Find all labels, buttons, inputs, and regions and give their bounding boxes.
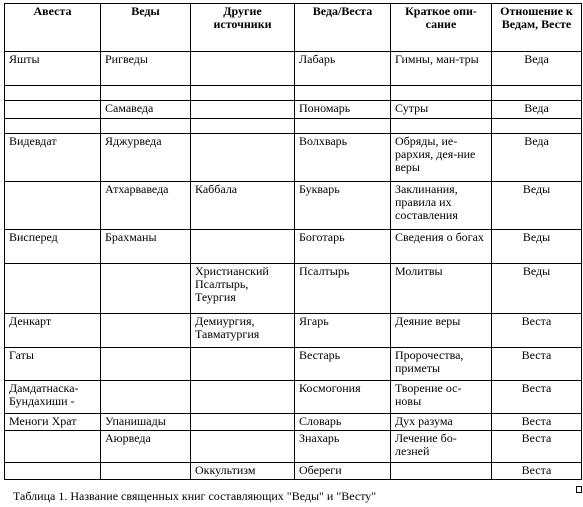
cell-avesta (5, 101, 101, 119)
table-row (5, 348, 582, 381)
cell-other (191, 348, 295, 381)
cell-relation: Веда (492, 101, 582, 119)
table-row (5, 101, 582, 119)
cell-avesta (5, 264, 101, 314)
cell-other (191, 86, 295, 101)
table-row (5, 431, 582, 463)
cell-vedy (101, 381, 191, 414)
header-relation: Отношение к Ведам, Весте (492, 4, 582, 52)
cell-relation: Веста (492, 381, 582, 414)
cell-other: Демиургия, Тавматургия (191, 314, 295, 348)
cell-relation: Веста (492, 348, 582, 381)
cell-description: Обряды, ие-рархия, дея-ние веры (391, 134, 492, 182)
header-other-sources: Другие источники (191, 4, 295, 52)
cell-vedy (101, 119, 191, 134)
table-row (5, 182, 582, 230)
table-row (5, 86, 582, 101)
cell-vedy: Аюрведа (101, 431, 191, 463)
cell-veda-vesta (295, 119, 391, 134)
cell-avesta (5, 86, 101, 101)
cell-avesta: Дамдатнаска-Бундахиши - (5, 381, 101, 414)
cell-vedy (101, 314, 191, 348)
cell-veda-vesta: Волхварь (295, 134, 391, 182)
header-vedy: Веды (101, 4, 191, 52)
cell-avesta: Гаты (5, 348, 101, 381)
cell-relation: Веда (492, 134, 582, 182)
cell-description (391, 463, 492, 480)
table-row (5, 230, 582, 264)
cell-description: Деяние веры (391, 314, 492, 348)
cell-relation: Веды (492, 182, 582, 230)
header-avesta: Авеста (5, 4, 101, 52)
cell-other (191, 101, 295, 119)
cell-other (191, 52, 295, 86)
cell-description: Творение ос-новы (391, 381, 492, 414)
cell-other (191, 431, 295, 463)
cell-description: Сведения о богах (391, 230, 492, 264)
cell-vedy (101, 463, 191, 480)
cell-other (191, 230, 295, 264)
cell-avesta: Яшты (5, 52, 101, 86)
cell-avesta: Меноги Храт (5, 414, 101, 431)
cell-other (191, 381, 295, 414)
cell-avesta: Денкарт (5, 314, 101, 348)
cell-vedy: Атхарваведа (101, 182, 191, 230)
cell-description: Гимны, ман-тры (391, 52, 492, 86)
cell-description (391, 86, 492, 101)
cell-vedy: Брахманы (101, 230, 191, 264)
cell-avesta (5, 182, 101, 230)
table-caption: Таблица 1. Название священных книг составляющих "Веды" и "Весту" (13, 489, 377, 503)
cell-relation: Веды (492, 230, 582, 264)
cell-veda-vesta: Букварь (295, 182, 391, 230)
cell-vedy: Яджурведа (101, 134, 191, 182)
cell-relation: Веда (492, 52, 582, 86)
cell-description: Дух разума (391, 414, 492, 431)
cell-veda-vesta: Обереги (295, 463, 391, 480)
cell-veda-vesta: Лабарь (295, 52, 391, 86)
table-row (5, 381, 582, 414)
cell-other (191, 119, 295, 134)
table-row (5, 119, 582, 134)
cell-other: Каббала (191, 182, 295, 230)
cell-veda-vesta: Знахарь (295, 431, 391, 463)
cell-veda-vesta: Вестарь (295, 348, 391, 381)
cell-avesta (5, 119, 101, 134)
cell-description: Пророчества, приметы (391, 348, 492, 381)
cell-relation: Веста (492, 414, 582, 431)
cell-relation: Веста (492, 431, 582, 463)
cell-description (391, 119, 492, 134)
table-row (5, 414, 582, 431)
corner-mark (576, 486, 582, 493)
cell-vedy: Упанишады (101, 414, 191, 431)
cell-description: Сутры (391, 101, 492, 119)
cell-veda-vesta: Псалтырь (295, 264, 391, 314)
cell-veda-vesta: Космогония (295, 381, 391, 414)
cell-vedy: Ригведы (101, 52, 191, 86)
cell-vedy: Самаведа (101, 101, 191, 119)
header-description: Краткое опи-сание (391, 4, 492, 52)
cell-other: Христианский Псалтырь, Теургия (191, 264, 295, 314)
cell-avesta (5, 431, 101, 463)
cell-relation: Веста (492, 314, 582, 348)
cell-avesta (5, 463, 101, 480)
cell-vedy (101, 86, 191, 101)
cell-description: Лечение бо-лезней (391, 431, 492, 463)
cell-other (191, 414, 295, 431)
cell-veda-vesta: Словарь (295, 414, 391, 431)
cell-description: Молитвы (391, 264, 492, 314)
table-row (5, 134, 582, 182)
cell-veda-vesta (295, 86, 391, 101)
cell-veda-vesta: Ягарь (295, 314, 391, 348)
header-row (5, 4, 582, 52)
cell-description: Заклинания, правила их составления (391, 182, 492, 230)
table-row (5, 463, 582, 480)
cell-relation (492, 86, 582, 101)
cell-other: Оккультизм (191, 463, 295, 480)
cell-relation: Веды (492, 264, 582, 314)
cell-other (191, 134, 295, 182)
cell-avesta: Висперед (5, 230, 101, 264)
table-row (5, 52, 582, 86)
cell-avesta: Видевдат (5, 134, 101, 182)
table-row (5, 264, 582, 314)
table-row (5, 314, 582, 348)
cell-veda-vesta: Боготарь (295, 230, 391, 264)
books-table (4, 3, 582, 480)
header-veda-vesta: Веда/Веста (295, 4, 391, 52)
cell-vedy (101, 264, 191, 314)
cell-vedy (101, 348, 191, 381)
cell-relation: Веста (492, 463, 582, 480)
cell-relation (492, 119, 582, 134)
cell-veda-vesta: Пономарь (295, 101, 391, 119)
